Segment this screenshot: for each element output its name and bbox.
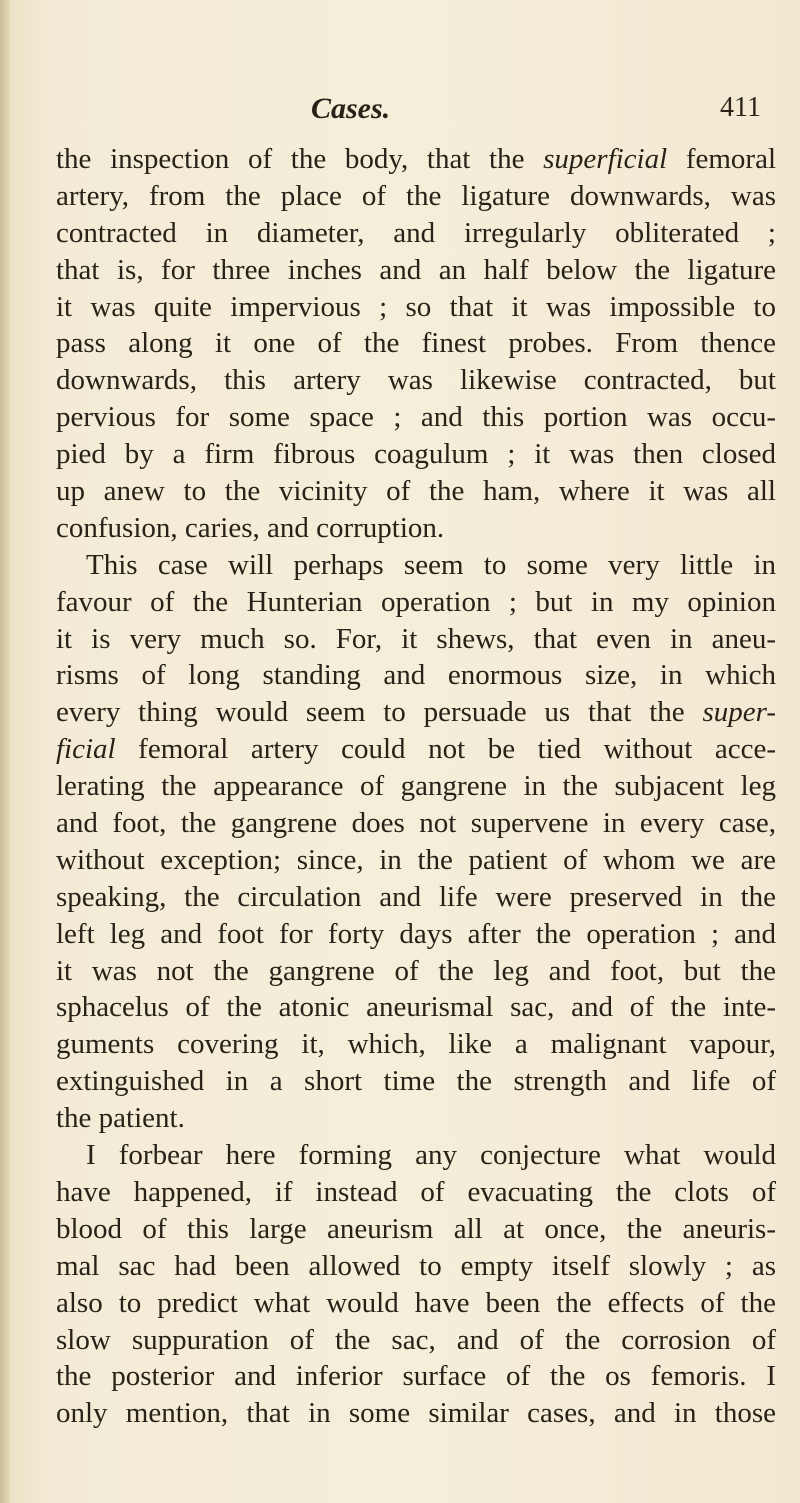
text-line: guments covering it, which, like a malignant vapour, bbox=[56, 1028, 776, 1061]
text-line: downwards, this artery was likewise contracted, but bbox=[56, 364, 776, 397]
text-line: up anew to the vicinity of the ham, where it was all bbox=[56, 475, 776, 508]
text-line: mal sac had been allowed to empty itself slowly ; as bbox=[56, 1249, 776, 1282]
text-line: risms of long standing and enormous size, in which bbox=[56, 659, 776, 692]
paragraph-start-line: This case will perhaps seem to some very little in bbox=[86, 548, 776, 581]
text-line: pass along it one of the finest probes. From thence bbox=[56, 327, 776, 360]
text-line: extinguished in a short time the strength and life of bbox=[56, 1065, 776, 1098]
text-line: the posterior and inferior surface of the os femoris. I bbox=[56, 1360, 776, 1393]
running-head: Cases. bbox=[311, 92, 391, 125]
text-line: only mention, that in some similar cases, and in those bbox=[56, 1397, 776, 1430]
text-line: left leg and foot for forty days after the operation ; and bbox=[56, 917, 776, 950]
text-line: every thing would seem to persuade us that the super- bbox=[56, 696, 776, 729]
body-text bbox=[56, 141, 776, 1432]
italic-term: ficial bbox=[56, 733, 116, 766]
text-line: lerating the appearance of gangrene in the subjacent leg bbox=[56, 770, 776, 803]
text-line: ficial femoral artery could not be tied without acce- bbox=[56, 733, 776, 766]
text-line: contracted in diameter, and irregularly obliterated ; bbox=[56, 216, 776, 249]
text-line: confusion, caries, and corruption. bbox=[56, 511, 445, 544]
text-line: favour of the Hunterian operation ; but in my opinion bbox=[56, 585, 776, 618]
text-line: the patient. bbox=[56, 1102, 185, 1135]
text-line: have happened, if instead of evacuating the clots of bbox=[56, 1175, 776, 1208]
text-line: sphacelus of the atonic aneurismal sac, and of the inte- bbox=[56, 991, 776, 1024]
text-line: speaking, the circulation and life were preserved in the bbox=[56, 880, 776, 913]
text-line: it was not the gangrene of the leg and foot, but the bbox=[56, 954, 776, 987]
text-line: slow suppuration of the sac, and of the corrosion of bbox=[56, 1323, 776, 1356]
text-line: artery, from the place of the ligature downwards, was bbox=[56, 179, 776, 212]
italic-term: superficial bbox=[543, 143, 668, 175]
text-line: pervious for some space ; and this portion was occu- bbox=[56, 401, 776, 434]
text-line: that is, for three inches and an half below the ligature bbox=[56, 253, 776, 286]
binding-shadow bbox=[0, 0, 10, 1503]
text-line: it was quite impervious ; so that it was impossible to bbox=[56, 290, 776, 323]
text-line: also to predict what would have been the effects of the bbox=[56, 1286, 776, 1319]
text-line: and foot, the gangrene does not supervene in every case, bbox=[56, 807, 776, 840]
italic-term: super- bbox=[702, 696, 776, 729]
text-line: pied by a firm fibrous coagulum ; it was then closed bbox=[56, 438, 776, 471]
text-line: without exception; since, in the patient of whom we are bbox=[56, 843, 776, 876]
page-header bbox=[0, 92, 800, 132]
text-line: the inspection of the body, that the superficial femoral bbox=[56, 143, 776, 175]
text-line: blood of this large aneurism all at once, the aneuris- bbox=[56, 1212, 776, 1245]
text-line: it is very much so. For, it shews, that even in aneu- bbox=[56, 622, 776, 655]
paragraph-start-line: I forbear here forming any conjecture what would bbox=[86, 1139, 776, 1172]
page-number: 411 bbox=[720, 92, 761, 123]
